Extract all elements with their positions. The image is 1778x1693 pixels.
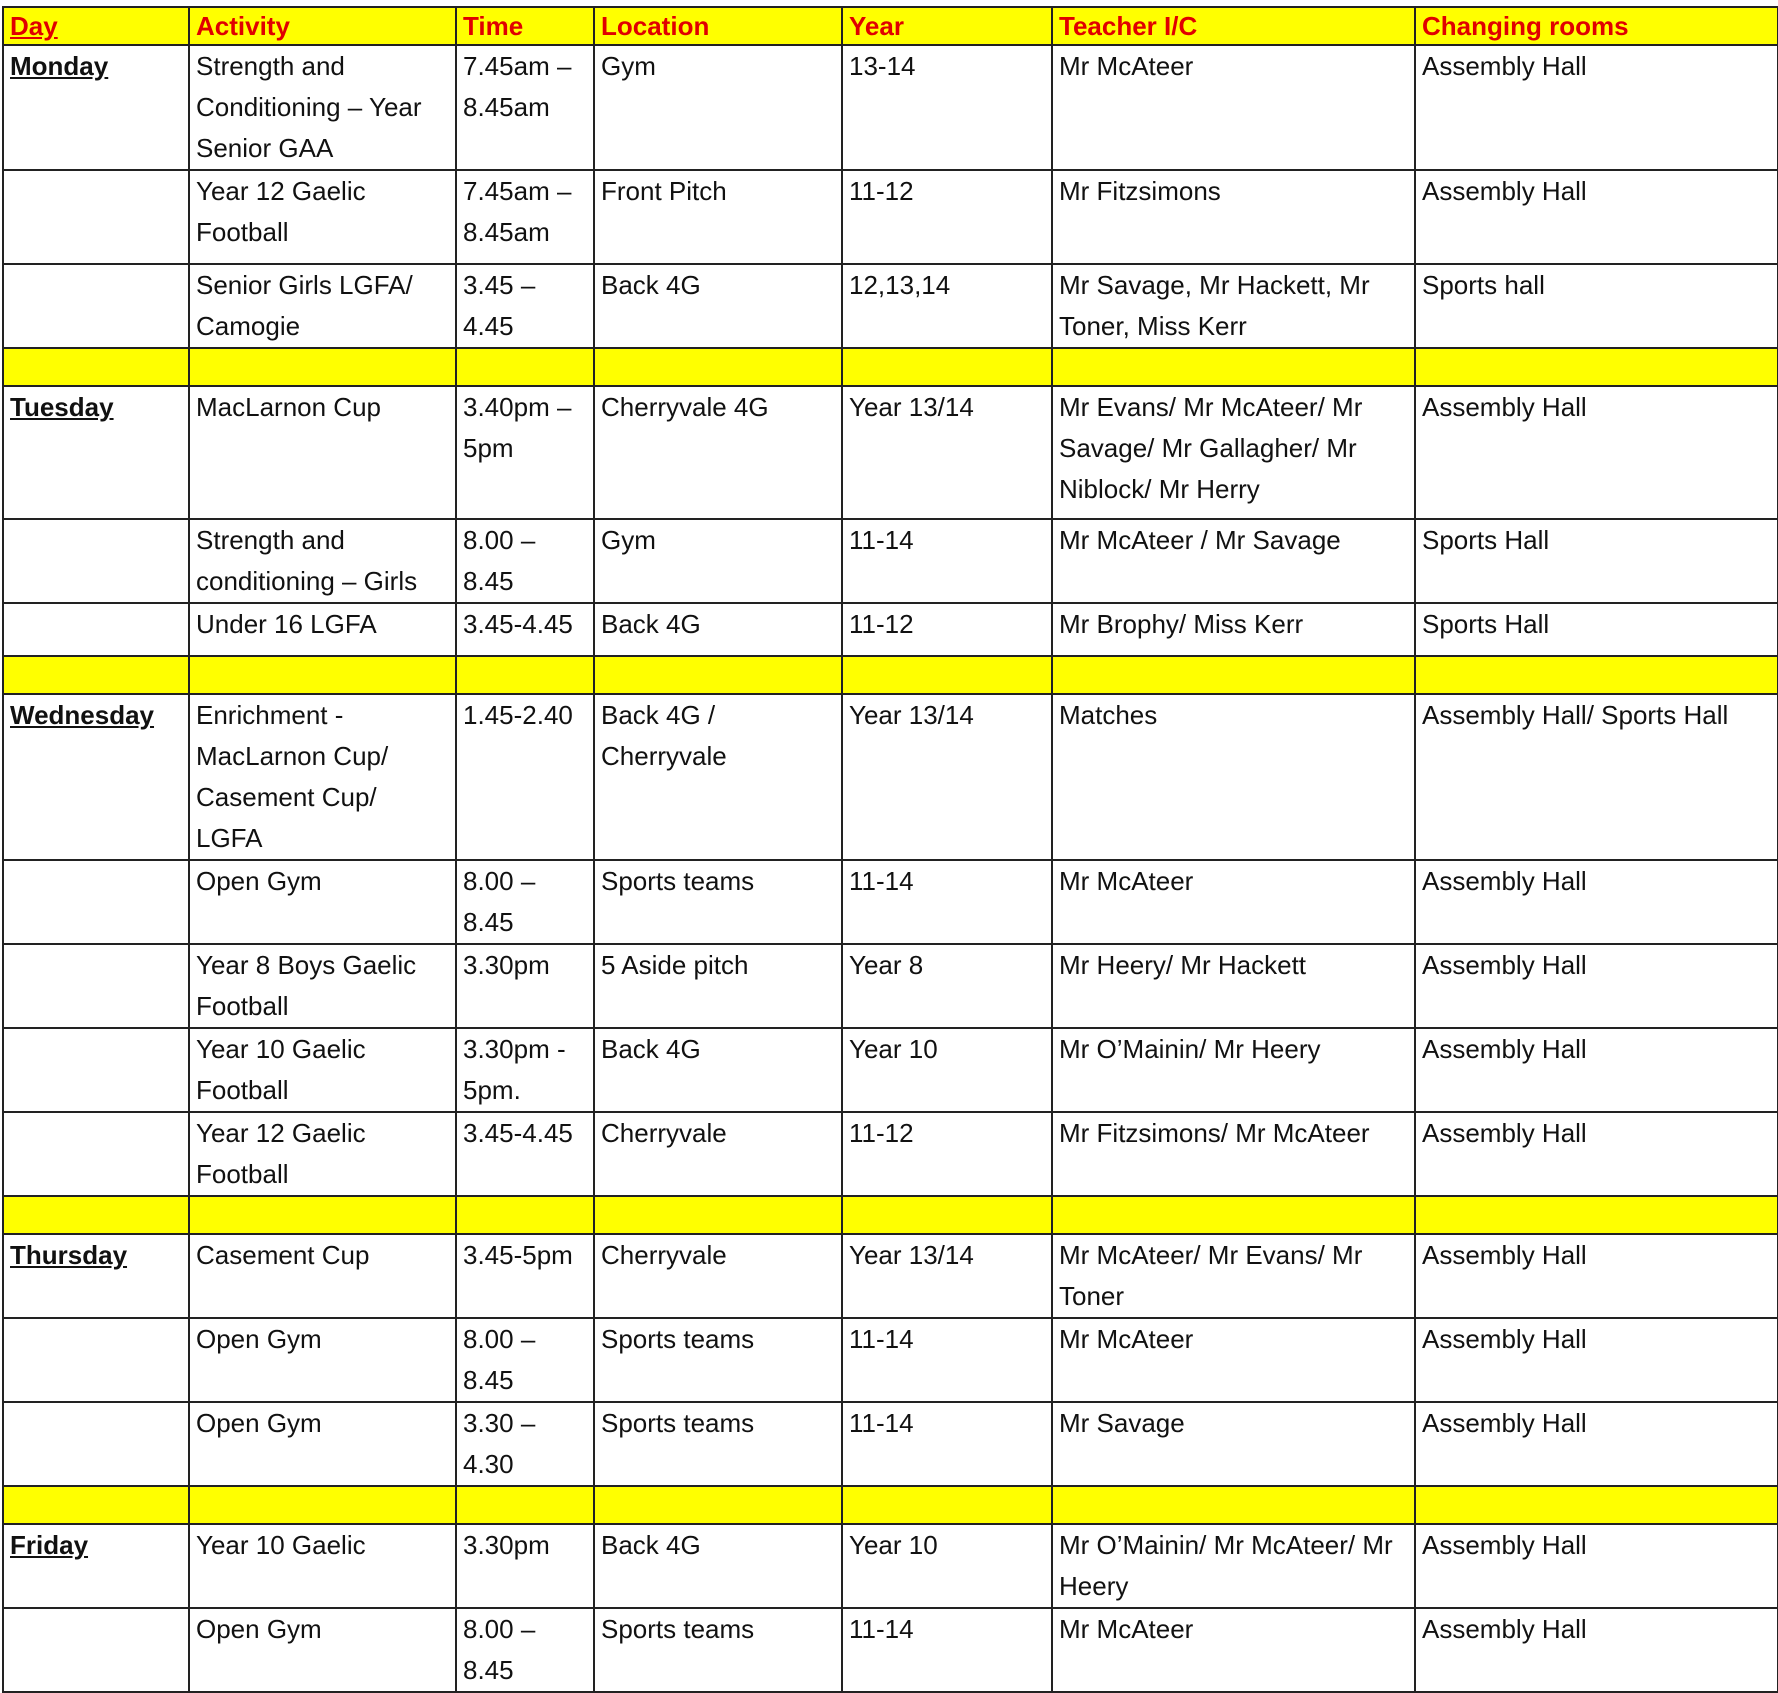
time-cell: 7.45am – 8.45am [456,45,594,170]
time-cell: 3.30pm - 5pm. [456,1028,594,1112]
table-row [3,264,1778,348]
location-cell: Back 4G [594,1524,842,1608]
table-row [3,519,1778,603]
year-cell: Year 13/14 [842,694,1052,860]
changing-room-cell: Assembly Hall [1415,1112,1778,1196]
changing-room-cell: Assembly Hall [1415,386,1778,519]
location-cell: Sports teams [594,1402,842,1486]
location-cell: Back 4G [594,603,842,656]
day-cell-empty [3,1402,189,1486]
teacher-cell: Matches [1052,694,1415,860]
table-row [3,603,1778,656]
teacher-cell: Mr Evans/ Mr McAteer/ Mr Savage/ Mr Gallagher/ Mr Niblock/ Mr Herry [1052,386,1415,519]
location-cell: Back 4G / Cherryvale [594,694,842,860]
day-cell-empty [3,519,189,603]
location-cell: Sports teams [594,860,842,944]
activity-cell: Under 16 LGFA [189,603,456,656]
activity-cell: Open Gym [189,1318,456,1402]
time-cell: 8.00 – 8.45 [456,519,594,603]
day-cell-empty [3,1028,189,1112]
teacher-cell: Mr Brophy/ Miss Kerr [1052,603,1415,656]
table-row [3,1524,1778,1608]
teacher-cell: Mr Fitzsimons [1052,170,1415,264]
time-cell: 3.45 – 4.45 [456,264,594,348]
year-cell: Year 13/14 [842,1234,1052,1318]
teacher-cell: Mr O’Mainin/ Mr Heery [1052,1028,1415,1112]
schedule-container [2,6,1778,1693]
time-cell: 8.00 – 8.45 [456,860,594,944]
location-cell: Gym [594,45,842,170]
activity-cell: Open Gym [189,1608,456,1692]
time-cell: 8.00 – 8.45 [456,1318,594,1402]
location-cell: Sports teams [594,1608,842,1692]
changing-room-cell: Assembly Hall [1415,860,1778,944]
table-row [3,45,1778,170]
day-separator-row [3,1196,1778,1234]
changing-room-cell: Assembly Hall [1415,1318,1778,1402]
activity-cell: MacLarnon Cup [189,386,456,519]
teacher-cell: Mr McAteer [1052,45,1415,170]
year-cell: Year 10 [842,1028,1052,1112]
schedule-table [2,6,1778,1693]
col-header-activity: Activity [189,7,456,45]
table-row [3,1608,1778,1692]
day-cell-wednesday: Wednesday [3,694,189,860]
teacher-cell: Mr Savage, Mr Hackett, Mr Toner, Miss Kerr [1052,264,1415,348]
table-row [3,386,1778,519]
changing-room-cell: Assembly Hall [1415,1028,1778,1112]
time-cell: 3.45-4.45 [456,1112,594,1196]
day-cell-empty [3,603,189,656]
changing-room-cell: Assembly Hall [1415,1234,1778,1318]
teacher-cell: Mr McAteer [1052,1318,1415,1402]
col-header-day: Day [3,7,189,45]
location-cell: Sports teams [594,1318,842,1402]
changing-room-cell: Sports Hall [1415,519,1778,603]
table-row [3,694,1778,860]
teacher-cell: Mr Fitzsimons/ Mr McAteer [1052,1112,1415,1196]
year-cell: 11-12 [842,1112,1052,1196]
location-cell: 5 Aside pitch [594,944,842,1028]
table-row [3,1318,1778,1402]
activity-cell: Year 10 Gaelic Football [189,1028,456,1112]
table-row [3,860,1778,944]
day-cell-empty [3,170,189,264]
location-cell: Back 4G [594,264,842,348]
day-cell-empty [3,1112,189,1196]
activity-cell: Open Gym [189,860,456,944]
activity-cell: Casement Cup [189,1234,456,1318]
year-cell: Year 13/14 [842,386,1052,519]
time-cell: 3.30pm [456,1524,594,1608]
changing-room-cell: Assembly Hall [1415,1608,1778,1692]
day-cell-empty [3,1608,189,1692]
changing-room-cell: Assembly Hall [1415,1524,1778,1608]
changing-room-cell: Assembly Hall/ Sports Hall [1415,694,1778,860]
day-separator-row [3,1486,1778,1524]
day-cell-friday: Friday [3,1524,189,1608]
day-cell-empty [3,264,189,348]
activity-cell: Strength and conditioning – Girls [189,519,456,603]
time-cell: 7.45am – 8.45am [456,170,594,264]
year-cell: 11-14 [842,1608,1052,1692]
teacher-cell: Mr McAteer/ Mr Evans/ Mr Toner [1052,1234,1415,1318]
location-cell: Cherryvale 4G [594,386,842,519]
time-cell: 3.30pm [456,944,594,1028]
time-cell: 1.45-2.40 [456,694,594,860]
teacher-cell: Mr Savage [1052,1402,1415,1486]
col-header-time: Time [456,7,594,45]
activity-cell: Strength and Conditioning – Year Senior GAA [189,45,456,170]
day-cell-thursday: Thursday [3,1234,189,1318]
col-header-teacher: Teacher I/C [1052,7,1415,45]
teacher-cell: Mr McAteer [1052,1608,1415,1692]
year-cell: 12,13,14 [842,264,1052,348]
changing-room-cell: Assembly Hall [1415,944,1778,1028]
col-header-location: Location [594,7,842,45]
location-cell: Back 4G [594,1028,842,1112]
changing-room-cell: Sports hall [1415,264,1778,348]
day-cell-empty [3,944,189,1028]
changing-room-cell: Assembly Hall [1415,45,1778,170]
teacher-cell: Mr Heery/ Mr Hackett [1052,944,1415,1028]
table-row [3,1402,1778,1486]
activity-cell: Senior Girls LGFA/ Camogie [189,264,456,348]
changing-room-cell: Assembly Hall [1415,170,1778,264]
location-cell: Gym [594,519,842,603]
year-cell: Year 10 [842,1524,1052,1608]
year-cell: 11-12 [842,603,1052,656]
activity-cell: Enrichment - MacLarnon Cup/ Casement Cup/ LGFA [189,694,456,860]
activity-cell: Year 12 Gaelic Football [189,1112,456,1196]
table-row [3,1234,1778,1318]
day-cell-monday: Monday [3,45,189,170]
time-cell: 3.45-4.45 [456,603,594,656]
changing-room-cell: Assembly Hall [1415,1402,1778,1486]
time-cell: 3.45-5pm [456,1234,594,1318]
col-header-changing-rooms: Changing rooms [1415,7,1778,45]
day-cell-empty [3,860,189,944]
time-cell: 3.40pm – 5pm [456,386,594,519]
table-row [3,170,1778,264]
table-row [3,1112,1778,1196]
teacher-cell: Mr O’Mainin/ Mr McAteer/ Mr Heery [1052,1524,1415,1608]
year-cell: 11-14 [842,1402,1052,1486]
activity-cell: Open Gym [189,1402,456,1486]
time-cell: 3.30 – 4.30 [456,1402,594,1486]
day-separator-row [3,348,1778,386]
location-cell: Cherryvale [594,1112,842,1196]
col-header-year: Year [842,7,1052,45]
header-row [3,7,1778,45]
activity-cell: Year 10 Gaelic [189,1524,456,1608]
table-row [3,944,1778,1028]
teacher-cell: Mr McAteer / Mr Savage [1052,519,1415,603]
changing-room-cell: Sports Hall [1415,603,1778,656]
year-cell: Year 8 [842,944,1052,1028]
day-cell-tuesday: Tuesday [3,386,189,519]
activity-cell: Year 8 Boys Gaelic Football [189,944,456,1028]
day-cell-empty [3,1318,189,1402]
day-separator-row [3,656,1778,694]
location-cell: Front Pitch [594,170,842,264]
activity-cell: Year 12 Gaelic Football [189,170,456,264]
teacher-cell: Mr McAteer [1052,860,1415,944]
year-cell: 11-14 [842,860,1052,944]
year-cell: 13-14 [842,45,1052,170]
table-row [3,1028,1778,1112]
location-cell: Cherryvale [594,1234,842,1318]
time-cell: 8.00 – 8.45 [456,1608,594,1692]
year-cell: 11-12 [842,170,1052,264]
year-cell: 11-14 [842,519,1052,603]
year-cell: 11-14 [842,1318,1052,1402]
